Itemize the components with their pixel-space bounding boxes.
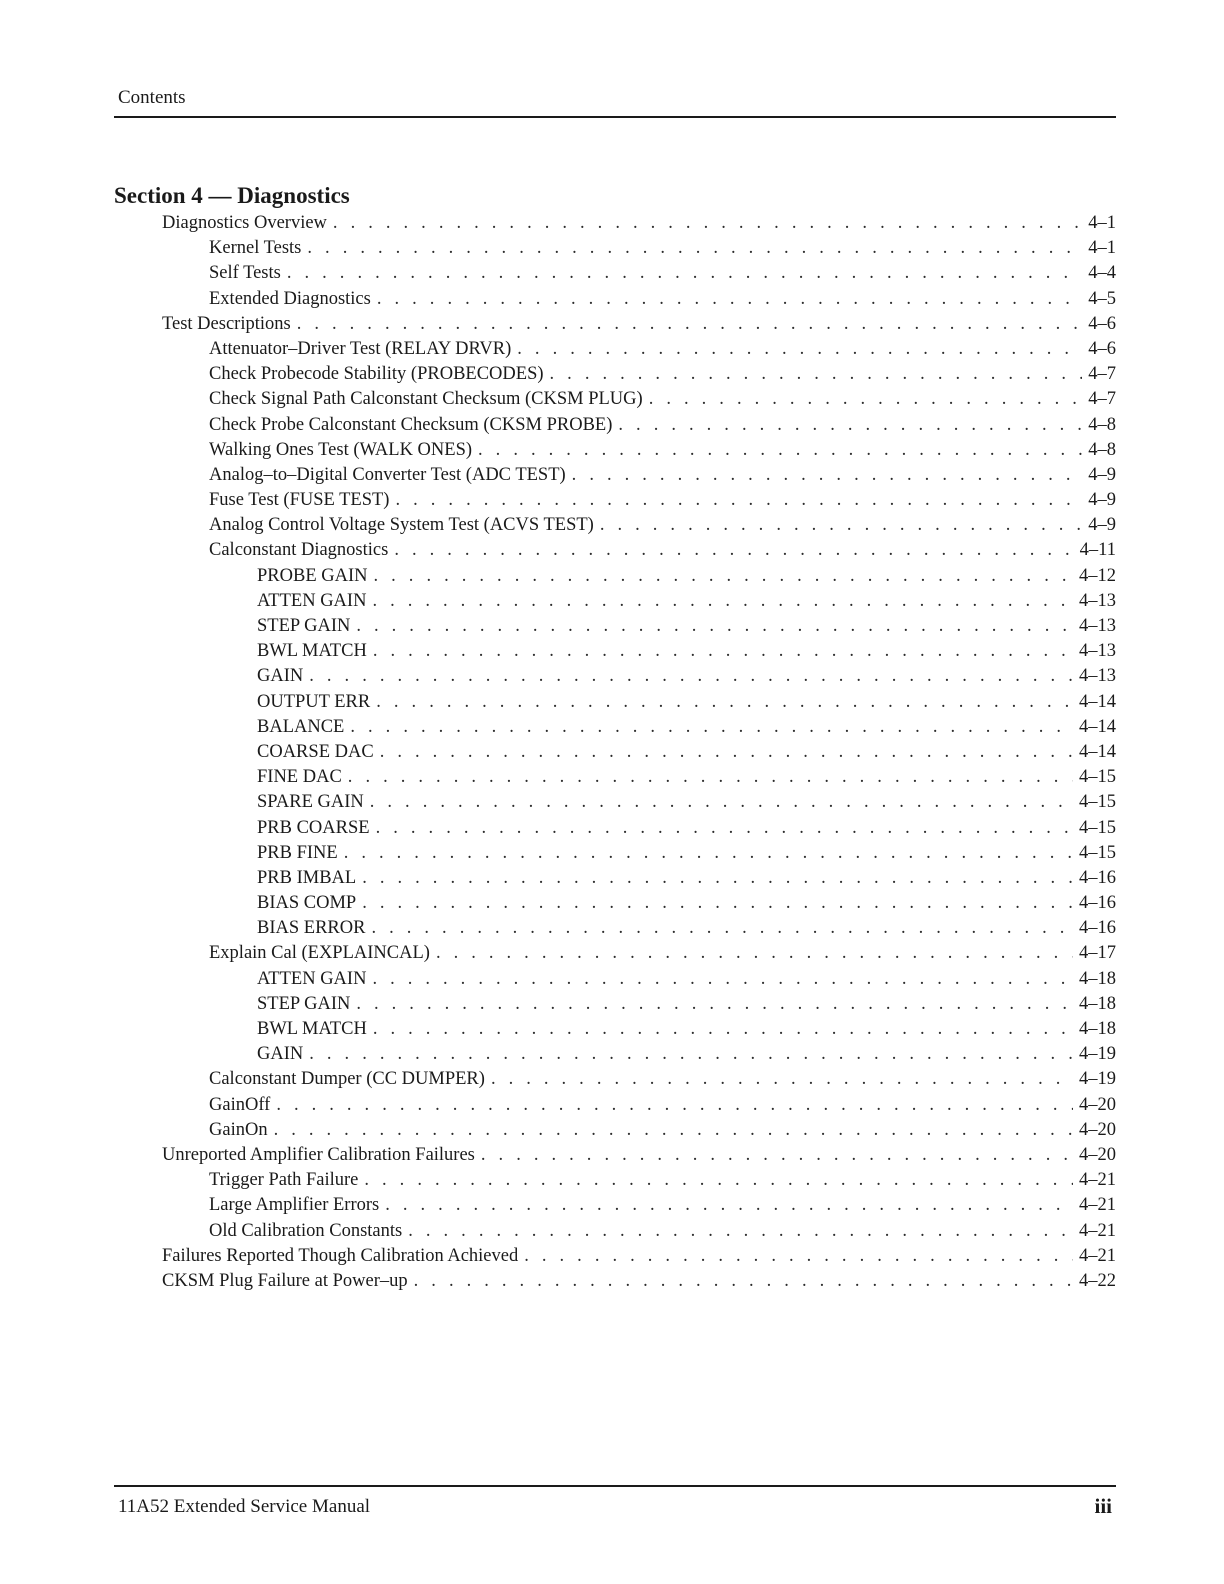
toc-entry-label: PRB IMBAL [257,867,357,888]
toc-leader-dots [362,866,1073,891]
toc-leader-dots [274,1118,1073,1143]
toc-entry[interactable] [114,1017,1116,1042]
toc-entry-page: 4–6 [1088,338,1116,359]
toc-leader-dots [287,261,1082,286]
toc-leader-dots [309,664,1073,689]
toc-entry-page: 4–12 [1079,565,1116,586]
toc-entry-label: Check Probe Calconstant Checksum (CKSM PROBE) [209,414,613,435]
toc-entry-page: 4–13 [1079,641,1116,662]
toc-entry-page: 4–7 [1088,389,1116,410]
toc-entry-page: 4–7 [1088,364,1116,385]
toc-leader-dots [618,413,1082,438]
toc-leader-dots [373,639,1073,664]
toc-entry-page: 4–15 [1079,817,1116,838]
toc-entry[interactable] [114,1269,1116,1294]
toc-entry-label: GainOff [209,1094,271,1115]
toc-entry[interactable] [114,513,1116,538]
toc-entry[interactable] [114,916,1116,941]
toc-entry[interactable] [114,614,1116,639]
toc-entry[interactable] [114,816,1116,841]
toc-entry-page: 4–21 [1079,1195,1116,1216]
toc-entry-label: Explain Cal (EXPLAINCAL) [209,943,430,964]
section-title: Section 4 — Diagnostics [114,183,350,208]
toc-entry-label: Calconstant Diagnostics [209,540,389,561]
toc-entry-page: 4–22 [1079,1270,1116,1291]
toc-entry-label: PROBE GAIN [257,565,368,586]
toc-entry-page: 4–1 [1088,213,1116,233]
toc-entry[interactable] [114,740,1116,765]
toc-entry-label: PRB FINE [257,842,338,863]
toc-entry-label: Analog–to–Digital Converter Test (ADC TEST) [209,464,566,485]
toc-entry-label: SPARE GAIN [257,792,364,813]
toc-entry-label: Kernel Tests [209,238,302,259]
toc-entry[interactable] [114,967,1116,992]
toc-entry-page: 4–1 [1088,238,1116,259]
toc-leader-dots [600,513,1082,538]
toc-entry-page: 4–4 [1088,263,1116,284]
toc-leader-dots [350,715,1073,740]
toc-leader-dots [380,740,1073,765]
toc-entry-page: 4–19 [1079,1069,1116,1090]
toc-leader-dots [372,967,1073,992]
toc-entry-label: Check Probecode Stability (PROBECODES) [209,364,544,385]
toc-entry-label: Large Amplifier Errors [209,1195,380,1216]
toc-leader-dots [436,941,1073,966]
toc-entry[interactable] [114,438,1116,463]
toc-entry[interactable] [114,463,1116,488]
toc-entry[interactable] [114,387,1116,412]
toc-entry-page: 4–15 [1079,767,1116,788]
toc-leader-dots [356,992,1073,1017]
toc-entry-label: Attenuator–Driver Test (RELAY DRVR) [209,338,512,359]
toc-entry-label: STEP GAIN [257,993,351,1014]
toc-entry-page: 4–21 [1079,1220,1116,1241]
toc-entry[interactable] [114,841,1116,866]
toc-entry-page: 4–8 [1088,414,1116,435]
toc-entry-label: Check Signal Path Calconstant Checksum (CKSM PLUG) [209,389,643,410]
toc-entry-page: 4–20 [1079,1144,1116,1165]
toc-entry[interactable] [114,639,1116,664]
toc-entry[interactable] [114,413,1116,438]
footer-page-number: iii [1094,1494,1112,1518]
toc-entry[interactable] [114,1244,1116,1269]
toc-entry[interactable] [114,564,1116,589]
toc-leader-dots [371,916,1073,941]
toc-entry-page: 4–13 [1079,666,1116,687]
toc-leader-dots [517,337,1082,362]
toc-entry-page: 4–16 [1079,918,1116,939]
toc-entry-page: 4–16 [1079,893,1116,914]
toc-entry-label: COARSE DAC [257,741,374,762]
toc-entry-page: 4–15 [1079,842,1116,863]
toc-entry-page: 4–20 [1079,1119,1116,1140]
toc-leader-dots [572,463,1083,488]
toc-entry-page: 4–14 [1079,741,1116,762]
toc-leader-dots [377,287,1082,312]
toc-entry-label: Extended Diagnostics [209,288,371,309]
toc-entry[interactable] [114,866,1116,891]
toc-entry[interactable] [114,488,1116,513]
toc-leader-dots [364,1168,1073,1193]
toc-entry[interactable] [114,1118,1116,1143]
toc-entry[interactable] [114,664,1116,689]
toc-entry-page: 4–9 [1088,464,1116,485]
toc-leader-dots [394,538,1073,563]
toc-entry-page: 4–6 [1088,313,1116,334]
toc-entry[interactable] [114,690,1116,715]
toc-leader-dots [276,1093,1073,1118]
toc-entry-label: GainOn [209,1119,268,1140]
toc-entry-label: GAIN [257,666,304,687]
toc-entry[interactable] [114,1067,1116,1092]
toc-leader-dots [481,1143,1073,1168]
toc-entry-label: ATTEN GAIN [257,968,367,989]
toc-entry[interactable] [114,261,1116,286]
toc-entry-label: PRB COARSE [257,817,370,838]
toc-leader-dots [376,816,1073,841]
toc-leader-dots [372,589,1073,614]
toc-entry[interactable] [114,1143,1116,1168]
toc-entry[interactable] [114,992,1116,1017]
toc-entry[interactable] [114,765,1116,790]
table-of-contents [114,211,1116,1294]
toc-entry-page: 4–21 [1079,1170,1116,1191]
toc-entry-label: BALANCE [257,716,345,737]
toc-entry-label: Old Calibration Constants [209,1220,403,1241]
toc-leader-dots [414,1269,1073,1294]
footer-rule [114,1485,1116,1487]
toc-entry[interactable] [114,715,1116,740]
toc-entry-label: OUTPUT ERR [257,691,371,712]
toc-entry-label: Calconstant Dumper (CC DUMPER) [209,1069,485,1090]
toc-leader-dots [309,1042,1073,1067]
toc-entry-label: Test Descriptions [162,313,291,334]
toc-entry-label: BIAS ERROR [257,918,366,939]
toc-entry[interactable] [114,1093,1116,1118]
toc-entry[interactable] [114,891,1116,916]
toc-entry-page: 4–20 [1079,1094,1116,1115]
toc-entry-page: 4–9 [1088,515,1116,536]
toc-entry-page: 4–8 [1088,439,1116,460]
toc-leader-dots [374,564,1074,589]
toc-leader-dots [307,236,1082,261]
toc-entry-page: 4–11 [1079,540,1116,561]
toc-entry-label: Walking Ones Test (WALK ONES) [209,439,473,460]
toc-entry[interactable] [114,287,1116,312]
toc-entry-label: Analog Control Voltage System Test (ACVS TEST) [209,515,594,536]
toc-entry-page: 4–18 [1079,968,1116,989]
toc-leader-dots [550,362,1083,387]
toc-entry[interactable] [114,790,1116,815]
toc-entry[interactable] [114,1193,1116,1218]
toc-entry-label: FINE DAC [257,767,342,788]
toc-entry-page: 4–16 [1079,867,1116,888]
toc-entry-label: Fuse Test (FUSE TEST) [209,490,390,511]
toc-leader-dots [649,387,1083,412]
toc-entry-label: GAIN [257,1044,304,1065]
toc-entry-page: 4–5 [1088,288,1116,309]
toc-leader-dots [376,690,1073,715]
toc-leader-dots [344,841,1073,866]
toc-entry-label: Failures Reported Though Calibration Achieved [162,1245,519,1266]
toc-entry-label: Diagnostics Overview [162,213,327,233]
toc-leader-dots [370,790,1073,815]
toc-entry-label: ATTEN GAIN [257,590,367,611]
toc-entry-page: 4–9 [1088,490,1116,511]
toc-leader-dots [348,765,1073,790]
toc-entry-label: BIAS COMP [257,893,357,914]
toc-entry-label: Self Tests [209,263,281,284]
toc-leader-dots [373,1017,1073,1042]
toc-entry-page: 4–13 [1079,616,1116,636]
toc-entry[interactable] [114,1042,1116,1067]
toc-entry-label: CKSM Plug Failure at Power–up [162,1270,408,1291]
toc-entry-page: 4–18 [1079,993,1116,1014]
toc-entry[interactable] [114,1219,1116,1244]
toc-entry[interactable] [114,1168,1116,1193]
toc-entry-label: STEP GAIN [257,616,351,636]
footer-manual-title: 11A52 Extended Service Manual [118,1496,371,1517]
toc-entry-page: 4–17 [1079,943,1116,964]
toc-entry-label: BWL MATCH [257,641,367,662]
toc-leader-dots [333,211,1082,236]
toc-entry[interactable] [114,538,1116,563]
toc-leader-dots [297,312,1083,337]
toc-leader-dots [408,1219,1073,1244]
toc-entry[interactable] [114,589,1116,614]
toc-leader-dots [491,1067,1073,1092]
toc-entry[interactable] [114,941,1116,966]
toc-entry-page: 4–14 [1079,691,1116,712]
toc-entry[interactable] [114,211,1116,236]
toc-entry[interactable] [114,337,1116,362]
header-rule [114,116,1116,118]
toc-leader-dots [362,891,1073,916]
toc-entry-page: 4–15 [1079,792,1116,813]
toc-leader-dots [385,1193,1073,1218]
toc-entry-label: Trigger Path Failure [209,1170,359,1191]
toc-entry-page: 4–19 [1079,1044,1116,1065]
toc-leader-dots [478,438,1082,463]
toc-entry-label: BWL MATCH [257,1019,367,1039]
toc-entry-page: 4–13 [1079,590,1116,611]
toc-entry-page: 4–14 [1079,716,1116,737]
toc-leader-dots [395,488,1082,513]
toc-entry-label: Unreported Amplifier Calibration Failures [162,1144,475,1165]
toc-entry[interactable] [114,362,1116,387]
toc-entry-page: 4–18 [1079,1019,1116,1039]
toc-leader-dots [524,1244,1073,1269]
toc-entry-page: 4–21 [1079,1245,1116,1266]
toc-entry[interactable] [114,312,1116,337]
toc-leader-dots [356,614,1073,639]
toc-entry[interactable] [114,236,1116,261]
header-label: Contents [118,87,186,108]
